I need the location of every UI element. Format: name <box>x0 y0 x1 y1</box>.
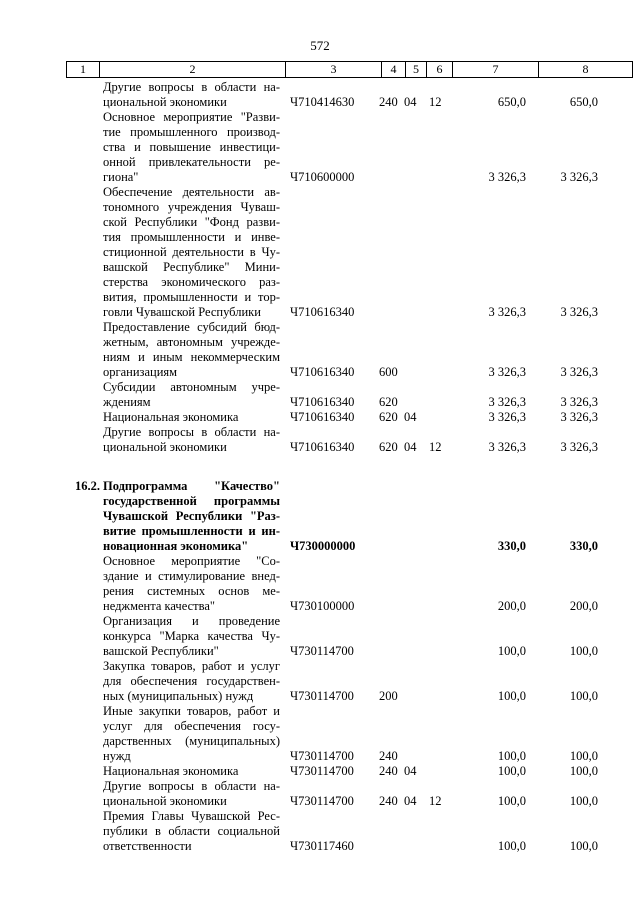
row-section: 04 <box>404 440 417 454</box>
table-row <box>0 425 640 455</box>
row-value-col7: 100,0 <box>497 764 526 778</box>
row-code: Ч710616340 <box>290 410 355 424</box>
row-description <box>103 425 280 455</box>
row-section: 04 <box>404 764 417 778</box>
row-description <box>103 779 280 809</box>
header-col-8: 8 <box>582 62 589 76</box>
header-col-3: 3 <box>286 62 382 77</box>
row-value-col8: 3 326,3 <box>560 305 598 319</box>
row-value-col8: 100,0 <box>569 839 598 853</box>
row-description <box>103 764 280 779</box>
description-line: ответственности <box>103 839 192 853</box>
row-expense-type: 620 <box>379 440 398 454</box>
description-line: циональной экономики <box>103 95 227 109</box>
row-value-col8: 3 326,3 <box>560 395 598 409</box>
description-line: рения системных основ ме- <box>103 584 280 598</box>
row-section: 04 <box>404 794 417 808</box>
table-row <box>0 779 640 809</box>
row-value-col7: 100,0 <box>497 839 526 853</box>
row-code: Ч710616340 <box>290 440 355 454</box>
row-value-col8: 100,0 <box>569 644 598 658</box>
row-section: 04 <box>404 410 417 424</box>
description-line: Организация и проведение <box>103 614 280 628</box>
page-number: 572 <box>310 38 330 53</box>
description-line: Предоставление субсидий бюд- <box>103 320 280 334</box>
row-expense-type: 240 <box>379 794 398 808</box>
row-value-col7: 100,0 <box>497 794 526 808</box>
row-expense-type: 240 <box>379 749 398 763</box>
description-line: циональной экономики <box>103 794 227 808</box>
row-value-col7: 3 326,3 <box>488 170 526 184</box>
row-section: 04 <box>404 95 417 109</box>
row-expense-type: 240 <box>379 95 398 109</box>
table-row <box>0 764 640 779</box>
description-line: конкурса "Марка качества Чу- <box>103 629 280 643</box>
row-value-col8: 200,0 <box>569 599 598 613</box>
description-line: Закупка товаров, работ и услуг <box>103 659 280 673</box>
row-expense-type: 600 <box>379 365 398 379</box>
description-line: Национальная экономика <box>103 410 239 424</box>
header-col-7: 7 <box>453 62 539 77</box>
row-value-col8: 650,0 <box>569 95 598 109</box>
row-code: Ч710616340 <box>290 395 355 409</box>
row-code: Ч730114700 <box>290 749 354 763</box>
description-line: тономного учреждения Чуваш- <box>103 200 280 214</box>
row-value-col7: 650,0 <box>497 95 526 109</box>
row-value-col7: 100,0 <box>497 749 526 763</box>
row-code: Ч710616340 <box>290 365 355 379</box>
row-value-col7: 330,0 <box>497 539 526 553</box>
description-line: циональной экономики <box>103 440 227 454</box>
row-code: Ч730100000 <box>290 599 355 613</box>
row-code: Ч730117460 <box>290 839 354 853</box>
row-value-col8: 330,0 <box>569 539 598 553</box>
row-description <box>103 659 280 704</box>
row-code: Ч730114700 <box>290 794 354 808</box>
description-line: витие промышленности и ин- <box>103 524 280 538</box>
description-line: Другие вопросы в области на- <box>103 779 280 793</box>
description-line: Премия Главы Чувашской Рес- <box>103 809 280 823</box>
table-row <box>0 704 640 764</box>
row-expense-type: 200 <box>379 689 398 703</box>
row-description <box>103 614 280 659</box>
description-line: говли Чувашской Республики <box>103 305 261 319</box>
row-value-col8: 3 326,3 <box>560 410 598 424</box>
table-row <box>0 659 640 704</box>
header-col-1: 1 <box>67 62 100 77</box>
row-description <box>103 185 280 320</box>
table-row <box>0 614 640 659</box>
description-line: гиона" <box>103 170 139 184</box>
table-row <box>0 479 640 554</box>
description-line: вашской Республике" Мини- <box>103 260 280 274</box>
row-description <box>103 809 280 854</box>
table-row <box>0 554 640 614</box>
description-line: вития, промышленности и тор- <box>103 290 280 304</box>
row-expense-type: 620 <box>379 395 398 409</box>
header-col-5: 5 <box>406 62 427 77</box>
row-subsection: 12 <box>429 794 442 808</box>
row-value-col8: 100,0 <box>569 764 598 778</box>
table-row <box>0 410 640 425</box>
row-description <box>103 704 280 764</box>
row-code: Ч710600000 <box>290 170 355 184</box>
description-line: для обеспечения государствен- <box>103 674 280 688</box>
section-gap <box>0 455 640 479</box>
description-line: ской Республики "Фонд разви- <box>103 215 280 229</box>
row-description <box>103 320 280 380</box>
table-body <box>0 80 640 854</box>
row-value-col8: 3 326,3 <box>560 170 598 184</box>
description-line: Национальная экономика <box>103 764 239 778</box>
row-value-col7: 3 326,3 <box>488 410 526 424</box>
table-row <box>0 110 640 185</box>
description-line: дарственных (муниципальных) <box>103 734 280 748</box>
row-description <box>103 479 280 554</box>
description-line: Основное мероприятие "Со- <box>103 554 280 568</box>
table-row <box>0 380 640 410</box>
row-code: Ч730000000 <box>290 539 356 553</box>
row-description <box>103 380 280 410</box>
row-value-col8: 100,0 <box>569 749 598 763</box>
table-row <box>0 809 640 854</box>
description-line: ждениям <box>103 395 151 409</box>
row-value-col7: 3 326,3 <box>488 395 526 409</box>
row-value-col7: 3 326,3 <box>488 365 526 379</box>
description-line: нужд <box>103 749 131 763</box>
description-line: жетным, автономным учрежде- <box>103 335 280 349</box>
row-expense-type: 240 <box>379 764 398 778</box>
description-line: государственной программы <box>103 494 280 508</box>
table-header <box>66 61 633 78</box>
row-description <box>103 110 280 185</box>
description-line: ных (муниципальных) нужд <box>103 689 254 703</box>
header-col-2: 2 <box>100 62 286 77</box>
row-code: Ч730114700 <box>290 644 354 658</box>
row-code: Ч710616340 <box>290 305 355 319</box>
row-code: Ч710414630 <box>290 95 355 109</box>
description-line: здание и стимулирование внед- <box>103 569 280 583</box>
row-subsection: 12 <box>429 95 442 109</box>
row-value-col8: 100,0 <box>569 794 598 808</box>
row-value-col8: 100,0 <box>569 689 598 703</box>
header-col-6: 6 <box>427 62 453 77</box>
row-subsection: 12 <box>429 440 442 454</box>
description-line: Субсидии автономным учре- <box>103 380 280 394</box>
description-line: новационная экономика" <box>103 539 249 553</box>
row-code: Ч730114700 <box>290 764 354 778</box>
row-expense-type: 620 <box>379 410 398 424</box>
row-value-col8: 3 326,3 <box>560 365 598 379</box>
description-line: ства и повышение инвестици- <box>103 140 280 154</box>
row-value-col8: 3 326,3 <box>560 440 598 454</box>
row-description <box>103 80 280 110</box>
row-value-col7: 100,0 <box>497 644 526 658</box>
row-value-col7: 100,0 <box>497 689 526 703</box>
description-line: Другие вопросы в области на- <box>103 425 280 439</box>
description-line: стерства экономического раз- <box>103 275 280 289</box>
row-value-col7: 3 326,3 <box>488 440 526 454</box>
row-description <box>103 554 280 614</box>
description-line: организациям <box>103 365 178 379</box>
description-line: тия промышленности и инве- <box>103 230 280 244</box>
description-line: ниям и иным некоммерческим <box>103 350 280 364</box>
row-value-col7: 3 326,3 <box>488 305 526 319</box>
row-description <box>103 410 280 425</box>
description-line: Чувашской Республики "Раз- <box>103 509 280 523</box>
description-line: Основное мероприятие "Разви- <box>103 110 280 124</box>
table-row <box>0 185 640 320</box>
table-row <box>0 80 640 110</box>
description-line: тие промышленного производ- <box>103 125 280 139</box>
description-line: Обеспечение деятельности ав- <box>103 185 280 199</box>
description-line: Другие вопросы в области на- <box>103 80 280 94</box>
row-value-col7: 200,0 <box>497 599 526 613</box>
description-line: стиционной деятельности в Чу- <box>103 245 280 259</box>
description-line: онной привлекательности ре- <box>103 155 280 169</box>
description-line: Подпрограмма "Качество" <box>103 479 280 493</box>
row-code: Ч730114700 <box>290 689 354 703</box>
description-line: Иные закупки товаров, работ и <box>103 704 280 718</box>
description-line: услуг для обеспечения госу- <box>103 719 280 733</box>
row-number: 16.2. <box>75 479 100 493</box>
description-line: неджмента качества" <box>103 599 215 613</box>
table-row <box>0 320 640 380</box>
description-line: публики в области социальной <box>103 824 280 838</box>
header-col-4: 4 <box>382 62 406 77</box>
description-line: вашской Республики" <box>103 644 219 658</box>
